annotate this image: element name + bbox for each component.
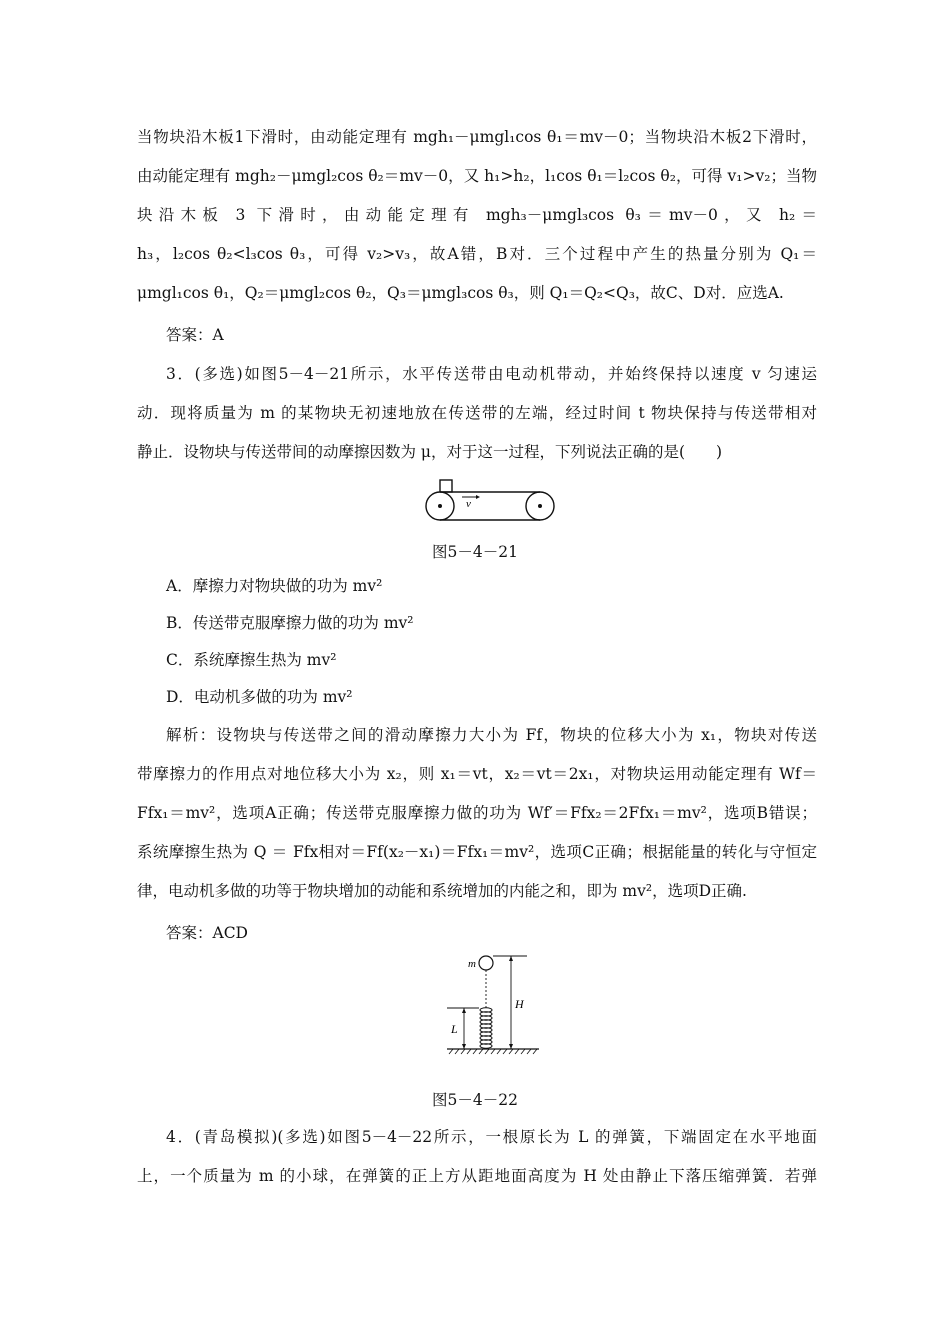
analysis-line-2: 带摩擦力的作用点对地位移大小为 x₂，则 x₁＝vt，x₂＝vt＝2x₁，对物块运用动能定理有 Wf＝ [137, 765, 817, 783]
length-L-arrow-bottom [462, 1044, 466, 1049]
block [440, 480, 452, 492]
length-L-arrow-top [462, 1008, 466, 1013]
analysis-line-4: 系统摩擦生热为 Q ＝ Ffx相对＝Ff(x₂－x₁)＝Ffx₁＝mv²，选项C正确；根据能量的转化与守恒定 [137, 843, 817, 861]
option-a: A．摩擦力对物块做的功为 mv² [166, 577, 383, 595]
solution2-line-4: h₃，l₂cos θ₂<l₃cos θ₃，可得 v₂>v₃，故A错，B对．三个过程中产生的热量分别为 Q₁＝ [137, 245, 817, 263]
question4-line-1: 4．(青岛模拟)(多选)如图5－4－22所示，一根原长为 L 的弹簧，下端固定在水平地面 [166, 1128, 817, 1146]
right-pulley-axle [538, 504, 542, 508]
spring-ball-figure [445, 950, 545, 1060]
analysis-line-1: 解析：设物块与传送带之间的滑动摩擦力大小为 Ff，物块的位移大小为 x₁，物块对传送 [166, 726, 817, 744]
height-H-label: H [515, 997, 524, 1011]
length-L-label: L [451, 1022, 458, 1036]
question3-line-1: 3．(多选)如图5－4－21所示，水平传送带由电动机带动，并始终保持以速度 v 匀速运 [166, 365, 817, 383]
velocity-label: v [466, 498, 471, 510]
analysis-line-5: 律，电动机多做的功等于物块增加的动能和系统增加的内能之和，即为 mv²，选项D正确. [137, 882, 747, 900]
solution2-line-2: 由动能定理有 mgh₂－μmgl₂cos θ₂＝mv－0，又 h₁>h₂，l₁cos θ₁＝l₂cos θ₂，可得 v₁>v₂；当物 [137, 167, 817, 185]
solution2-line-3: 块沿木板 3 下滑时，由动能定理有 mgh₃－μmgl₃cos θ₃＝mv－0，又 h₂＝ [137, 206, 818, 224]
ground-hatching [449, 1049, 537, 1054]
figure-caption-21: 图5－4－21 [432, 543, 518, 561]
solution2-line-5: μmgl₁cos θ₁，Q₂＝μmgl₂cos θ₂，Q₃＝μmgl₃cos θ₃，则 Q₁＝Q₂<Q₃，故C、D对．应选A. [137, 284, 784, 302]
answer-2: 答案：A [166, 326, 224, 344]
mass-label: m [468, 958, 476, 970]
conveyor-belt-figure [420, 476, 560, 524]
option-b: B．传送带克服摩擦力做的功为 mv² [166, 614, 414, 632]
height-H-arrow-bottom [509, 1044, 513, 1049]
spring [480, 1008, 492, 1048]
option-d: D．电动机多做的功为 mv² [166, 688, 353, 706]
question4-line-2: 上，一个质量为 m 的小球，在弹簧的正上方从距地面高度为 H 处由静止下落压缩弹簧．若弹 [137, 1167, 817, 1185]
solution2-line-1: 当物块沿木板1下滑时，由动能定理有 mgh₁－μmgl₁cos θ₁＝mv－0；当物块沿木板2下滑时， [137, 128, 817, 146]
question3-line-3: 静止．设物块与传送带间的动摩擦因数为 μ，对于这一过程，下列说法正确的是( ) [137, 443, 723, 461]
answer-3: 答案：ACD [166, 924, 248, 942]
ball [479, 956, 493, 970]
analysis-line-3: Ffx₁＝mv²，选项A正确；传送带克服摩擦力做的功为 Wf′＝Ffx₂＝2Ffx₁＝mv²，选项B错误； [137, 804, 817, 822]
figure-caption-22: 图5－4－22 [432, 1091, 518, 1109]
left-pulley-axle [438, 504, 442, 508]
question3-line-2: 动．现将质量为 m 的某物块无初速地放在传送带的左端，经过时间 t 物块保持与传送带相对 [137, 404, 817, 422]
velocity-arrow-head [476, 495, 480, 499]
option-c: C．系统摩擦生热为 mv² [166, 651, 337, 669]
height-H-arrow-top [509, 956, 513, 961]
